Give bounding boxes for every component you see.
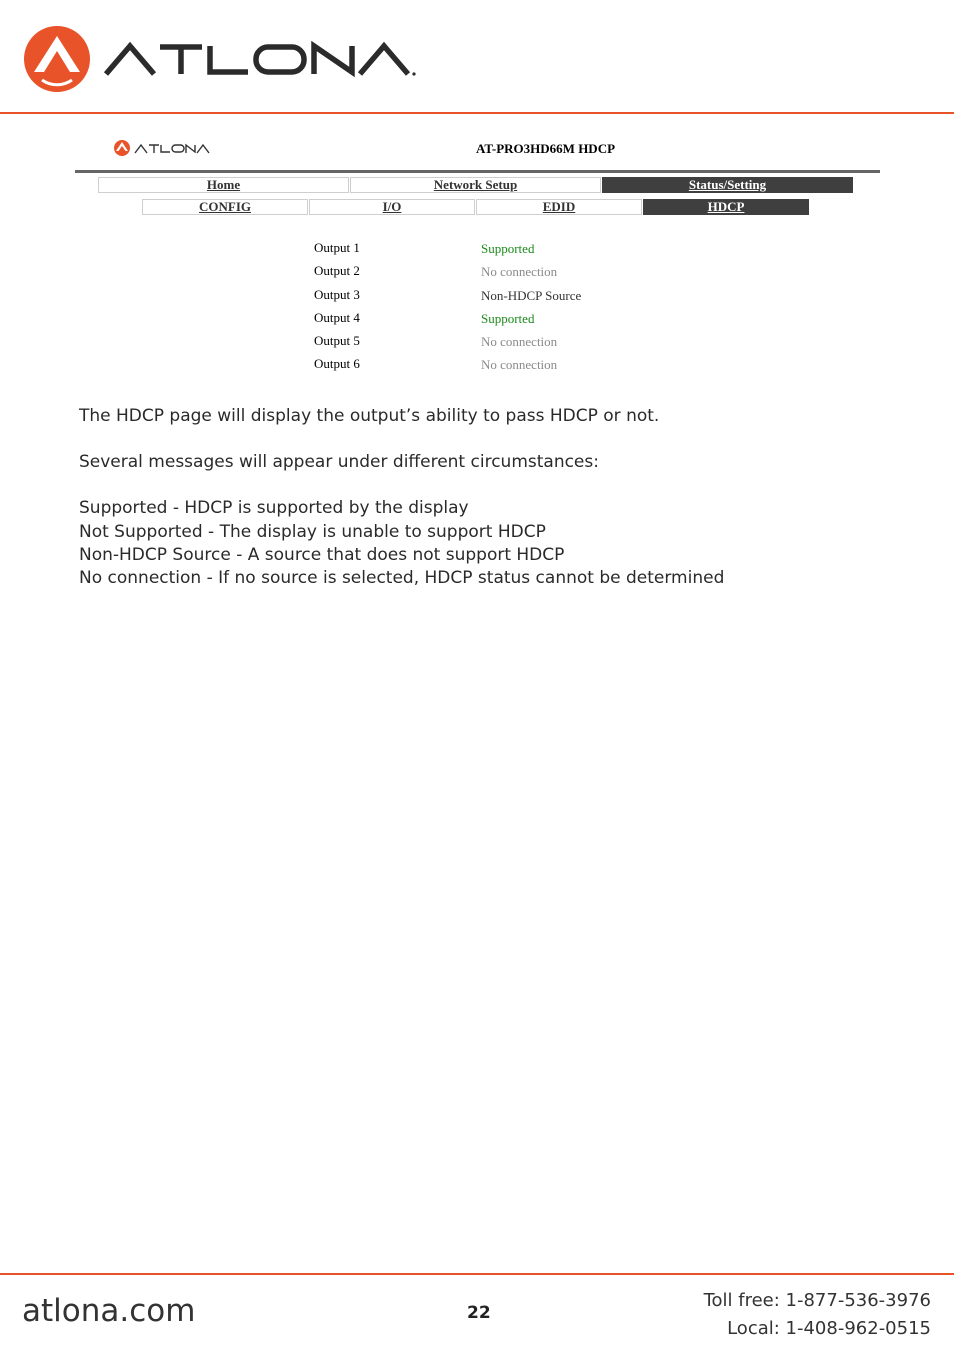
atlona-small-logo-icon	[113, 138, 213, 158]
output-label: Output 1	[314, 240, 360, 255]
device-header-divider	[75, 170, 880, 173]
table-row	[314, 331, 634, 354]
hdcp-status: Non-HDCP Source	[481, 287, 582, 303]
message-item: Non-HDCP Source - A source that does not support HDCP	[79, 544, 565, 565]
footer-divider	[0, 1273, 954, 1275]
lead-paragraph: Several messages will appear under different circumstances:	[79, 452, 599, 473]
output-label: Output 3	[314, 286, 360, 302]
message-item: No connection - If no source is selected, HDCP status cannot be determined	[79, 568, 725, 589]
toll-free-number: Toll free: 1-877-536-3976	[703, 1290, 931, 1311]
mini-atlona-logo	[113, 138, 213, 162]
tab-network-setup[interactable]: Network Setup	[350, 177, 601, 193]
intro-paragraph: The HDCP page will display the output’s ability to pass HDCP or not.	[79, 406, 660, 426]
output-label: Output 6	[314, 356, 360, 372]
hdcp-status: Supported	[481, 241, 535, 256]
table-row	[314, 308, 634, 331]
message-item: Supported - HDCP is supported by the display	[79, 498, 469, 519]
message-item: Not Supported - The display is unable to support HDCP	[79, 521, 546, 542]
atlona-emblem-icon	[22, 24, 442, 94]
tab-config[interactable]: CONFIG	[142, 199, 308, 215]
output-label: Output 5	[314, 333, 360, 349]
table-row	[314, 285, 634, 308]
hdcp-status: No connection	[481, 357, 558, 373]
table-row	[314, 354, 634, 377]
device-web-header	[75, 132, 880, 170]
tab-status-setting[interactable]: Status/Setting	[602, 177, 853, 193]
hdcp-status: No connection	[481, 334, 558, 350]
table-row	[314, 238, 634, 261]
device-title: AT-PRO3HD66M HDCP	[476, 141, 616, 156]
local-number: Local: 1-408-962-0515	[727, 1318, 931, 1339]
tab-hdcp[interactable]: HDCP	[643, 199, 809, 215]
table-row	[314, 261, 634, 284]
footer-website: atlona.com	[22, 1293, 196, 1329]
output-label: Output 4	[314, 309, 360, 325]
hdcp-status: Supported	[481, 310, 535, 326]
tab-edid[interactable]: EDID	[476, 199, 642, 215]
page-number: 22	[467, 1303, 491, 1323]
sub-nav	[142, 199, 809, 215]
header-divider	[0, 112, 954, 114]
main-nav	[98, 177, 853, 193]
tab-home[interactable]: Home	[98, 177, 349, 193]
hdcp-status-table	[314, 238, 634, 378]
hdcp-status: No connection	[481, 264, 558, 280]
manual-body	[79, 405, 879, 590]
footer-contact	[704, 1287, 931, 1343]
output-label: Output 2	[314, 263, 360, 279]
tab-io[interactable]: I/O	[309, 199, 475, 215]
atlona-logo	[22, 24, 442, 94]
